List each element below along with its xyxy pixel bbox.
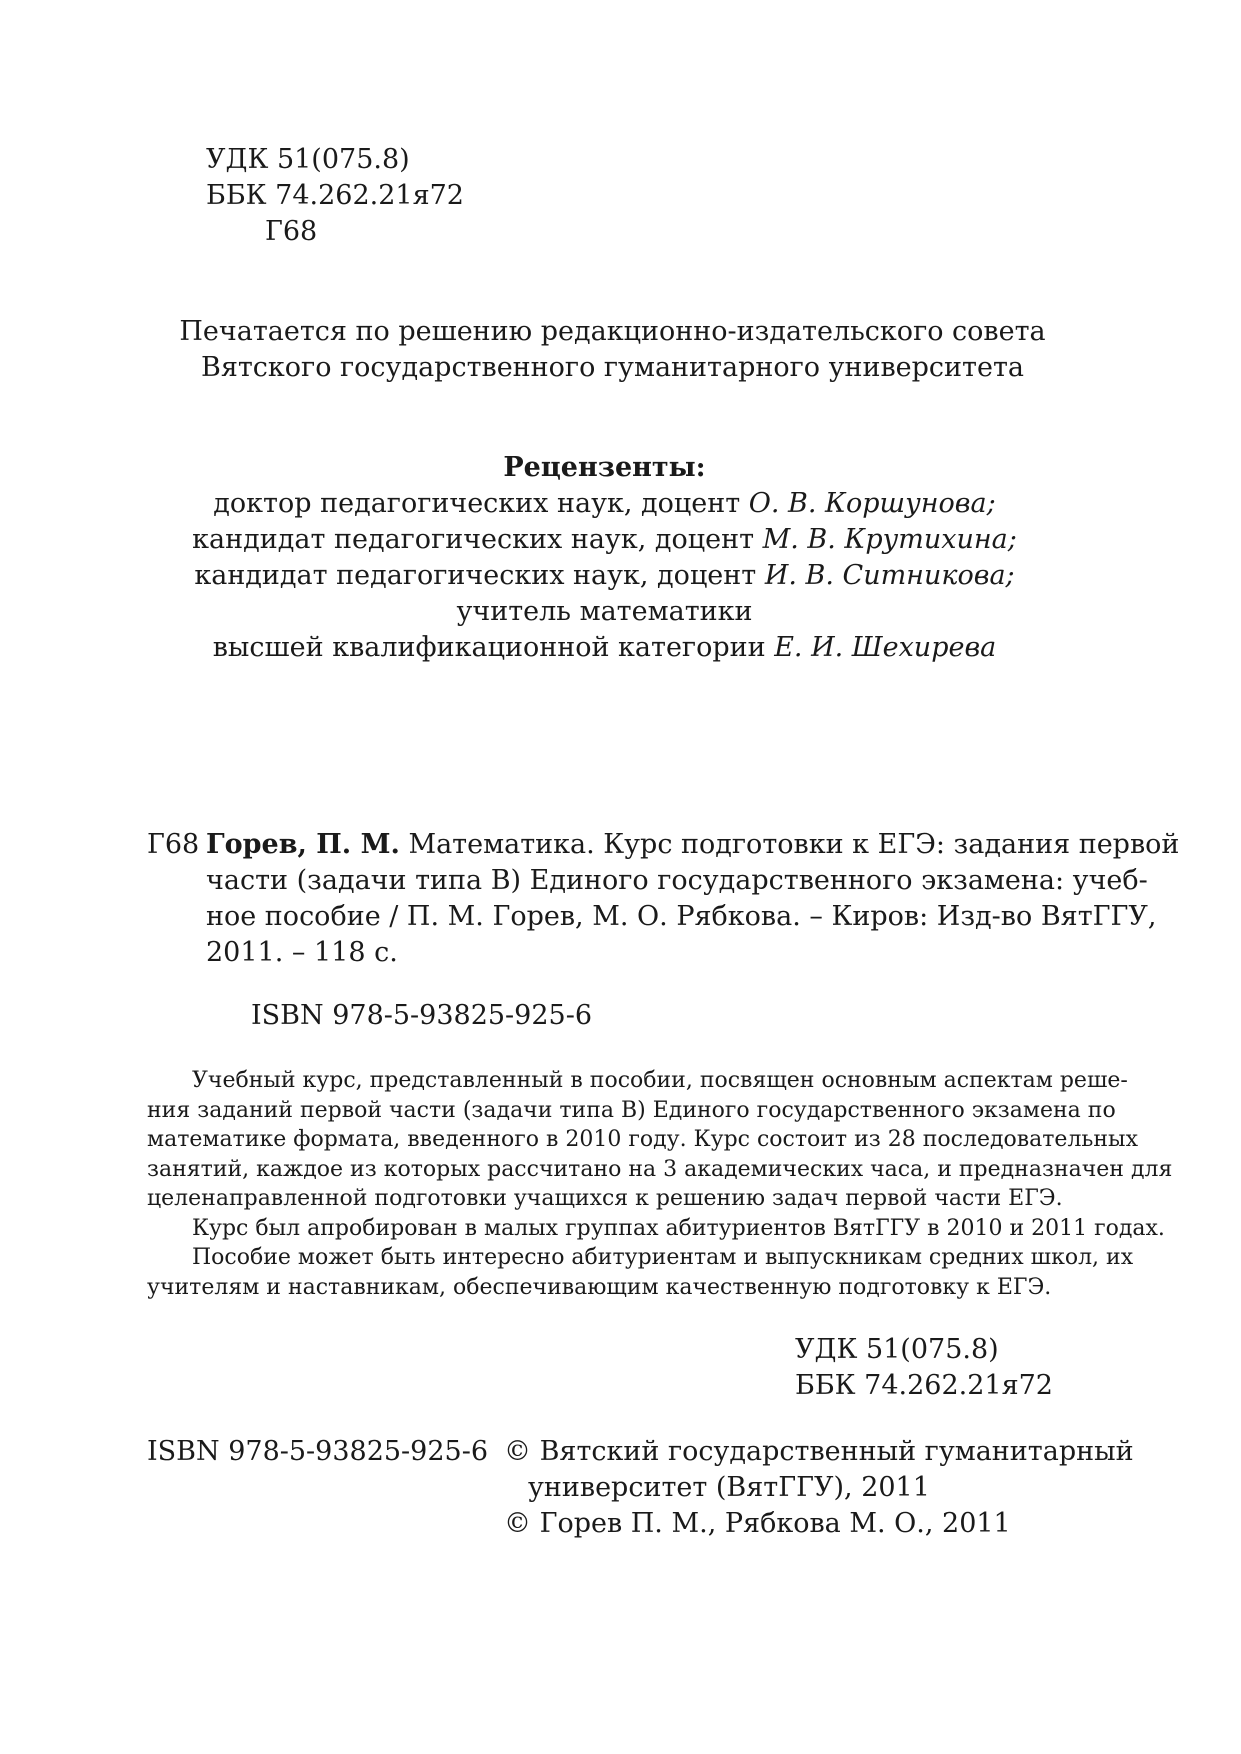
- udk-code-top: УДК 51(075.8): [206, 144, 410, 175]
- abstract-line: ния заданий первой части (задачи типа В) Единого государственного экзамена по: [147, 1097, 1116, 1123]
- bbk-code-top: ББК 74.262.21я72: [206, 180, 464, 211]
- abstract-line: Курс был апробирован в малых группах абитуриентов ВятГГУ в 2010 и 2011 годах.: [192, 1215, 1165, 1241]
- bibliographic-description: [206, 827, 1180, 971]
- copyright-line: университет (ВятГГУ), 2011: [528, 1472, 930, 1503]
- reviewer-title: учитель математики: [456, 596, 753, 627]
- publication-notice: [0, 314, 1233, 386]
- abstract-line: целенаправленной подготовки учащихся к решению задач первой части ЕГЭ.: [147, 1186, 1063, 1211]
- bbk-code-bottom: ББК 74.262.21я72: [795, 1370, 1053, 1401]
- bibliographic-line: 2011. – 118 с.: [206, 937, 398, 968]
- reviewers-section: [0, 450, 1225, 666]
- reviewer-title: доктор педагогических наук, доцент: [213, 488, 749, 519]
- bibliographic-line: части (задачи типа В) Единого государственного экзамена: учеб-: [206, 865, 1148, 896]
- abstract-paragraph: [147, 1066, 1173, 1302]
- reviewer-line: [0, 522, 1225, 558]
- reviewer-line: [0, 630, 1225, 666]
- reviewer-line: [0, 558, 1225, 594]
- author-mark-top: Г68: [265, 216, 318, 247]
- copyright-line: © Вятский государственный гуманитарный: [504, 1436, 1134, 1467]
- abstract-line: занятий, каждое из которых рассчитано на 3 академических часа, и предназначен для: [147, 1156, 1173, 1182]
- abstract-line: Пособие может быть интересно абитуриентам и выпускникам средних школ, их: [192, 1245, 1134, 1270]
- copyright-line: © Горев П. М., Рябкова М. О., 2011: [504, 1508, 1011, 1539]
- reviewer-title: кандидат педагогических наук, доцент: [192, 524, 763, 555]
- udk-code-bottom: УДК 51(075.8): [795, 1334, 999, 1365]
- bibliographic-line: ное пособие / П. М. Горев, М. О. Рябкова. – Киров: Изд-во ВятГГУ,: [206, 901, 1157, 932]
- reviewer-line: [0, 594, 1225, 630]
- reviewers-heading: Рецензенты:: [503, 452, 706, 483]
- publication-notice-line: Вятского государственного гуманитарного университета: [200, 352, 1024, 383]
- publication-notice-line: Печатается по решению редакционно-издательского совета: [179, 316, 1046, 347]
- reviewer-name: О. В. Коршунова;: [748, 488, 996, 519]
- reviewer-name: М. В. Крутихина;: [762, 524, 1017, 555]
- reviewer-line: [0, 486, 1225, 522]
- abstract-line: математике формата, введенного в 2010 году. Курс состоит из 28 последовательных: [147, 1127, 1138, 1152]
- reviewer-name: Е. И. Шехирева: [774, 632, 997, 663]
- abstract-line: учителям и наставникам, обеспечивающим качественную подготовку к ЕГЭ.: [147, 1274, 1052, 1300]
- bibliographic-author: Горев, П. М.: [206, 829, 400, 860]
- bibliographic-text: Математика. Курс подготовки к ЕГЭ: задания первой: [399, 829, 1180, 860]
- copyright-isbn: ISBN 978-5-93825-925-6: [147, 1436, 489, 1467]
- bibliographic-isbn: ISBN 978-5-93825-925-6: [251, 1000, 593, 1031]
- bibliographic-line: [206, 827, 1180, 863]
- reviewer-name: И. В. Ситникова;: [764, 560, 1015, 591]
- bibliographic-mark: Г68: [147, 829, 200, 860]
- abstract-line: Учебный курс, представленный в пособии, посвящен основным аспектам реше-: [192, 1068, 1128, 1093]
- reviewer-title: высшей квалификационной категории: [212, 632, 775, 663]
- reviewer-title: кандидат педагогических наук, доцент: [194, 560, 765, 591]
